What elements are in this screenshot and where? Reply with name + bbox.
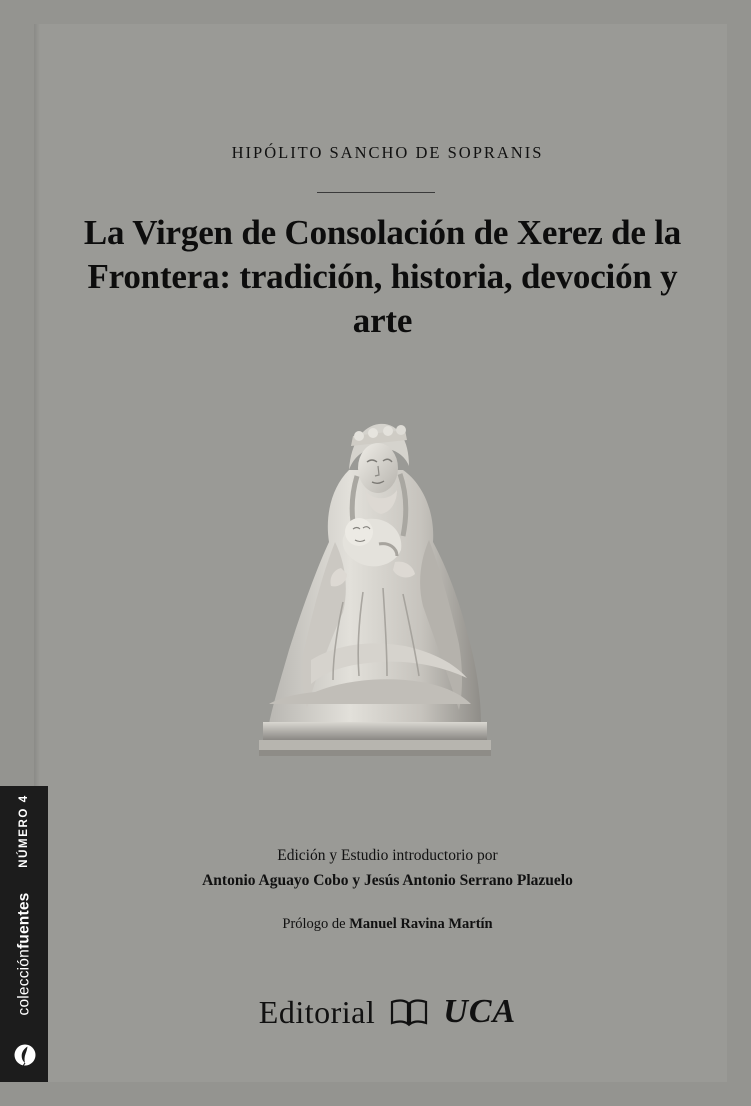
prologue-author: Manuel Ravina Martín <box>349 916 493 932</box>
cover-illustration <box>245 392 513 774</box>
spine-collection <box>0 874 48 1034</box>
open-book-icon <box>389 997 429 1027</box>
page-title: La Virgen de Consolación de Xerez de la Frontera: tradición, historia, devoción y arte <box>83 213 682 340</box>
prologue-credit <box>48 913 727 935</box>
title-divider <box>317 192 435 193</box>
spine-collection-thin: colección <box>15 949 33 1016</box>
prologue-prefix: Prólogo de <box>282 916 350 932</box>
publisher-acronym: UCA <box>443 993 517 1030</box>
spine-collection-bold: fuentes <box>15 892 33 950</box>
author-name: HIPÓLITO SANCHO DE SOPRANIS <box>231 143 544 162</box>
spine-number-label: NÚMERO 4 <box>18 794 31 868</box>
credits-block <box>48 845 727 935</box>
editors-names: Antonio Aguayo Cobo y Jesús Antonio Serrano Plazuelo <box>202 872 573 889</box>
spine-number <box>0 788 48 874</box>
publisher-logo <box>48 993 727 1031</box>
edition-intro: Edición y Estudio introductorio por <box>277 847 498 864</box>
spine-band <box>0 786 48 1082</box>
spine-collection-text <box>15 893 33 1016</box>
publisher-word: Editorial <box>258 993 376 1030</box>
feather-quill-icon <box>14 1042 36 1068</box>
